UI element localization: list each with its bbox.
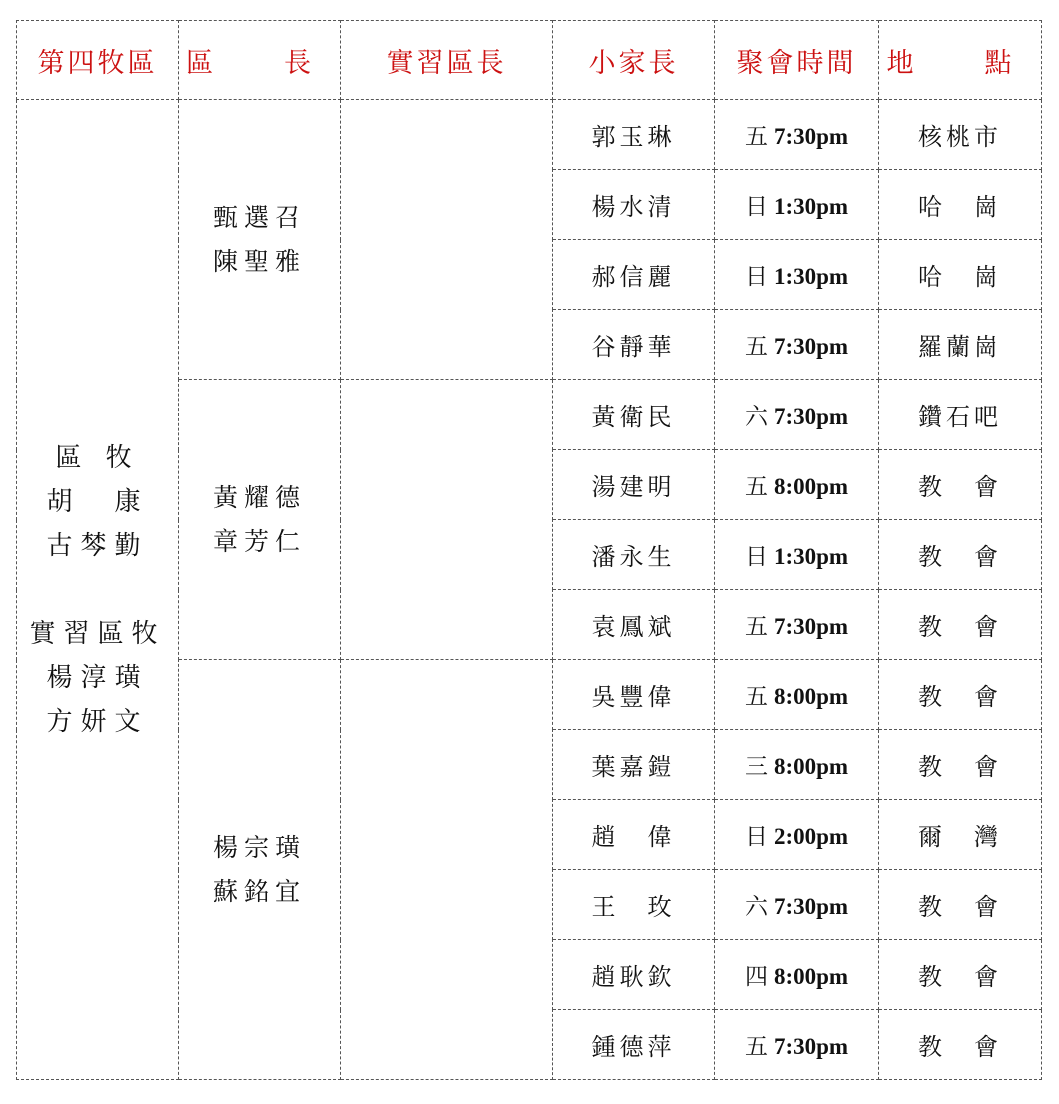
meeting-day: 五 [744,1034,768,1060]
header-group-leader: 小家長 [553,21,715,100]
meeting-time [715,730,879,800]
meeting-clock: 7:30pm [773,1034,849,1059]
meeting-time [715,450,879,520]
meeting-day: 日 [744,264,768,290]
intern-pastor-title: 實習區牧 [29,618,166,649]
meeting-time [715,870,879,940]
intern-leader-cell [341,660,553,1080]
meeting-clock: 2:00pm [773,824,849,849]
meeting-day: 日 [744,544,768,570]
group-leader: 吳豐偉 [553,660,715,730]
zone-pastor-title: 區 牧 [55,442,140,473]
meeting-time [715,660,879,730]
zone-leader-name: 陳聖雅 [212,246,306,276]
meeting-clock: 7:30pm [773,894,849,919]
zone-pastor-name: 胡 康 [46,486,149,517]
zone-leader-name: 黃耀德 [212,482,306,512]
meeting-place: 教 會 [879,940,1042,1010]
group-leader: 潘永生 [553,520,715,590]
meeting-clock: 8:00pm [773,754,849,779]
meeting-day: 日 [744,824,768,850]
zone-leader-name: 甄選召 [212,202,306,232]
group-leader: 谷靜華 [553,310,715,380]
group-leader: 湯建明 [553,450,715,520]
meeting-clock: 7:30pm [773,124,849,149]
group-leader: 王 玫 [553,870,715,940]
group-leader: 袁鳳斌 [553,590,715,660]
zone-leader-cell [179,100,341,380]
roster-body [17,100,1042,1080]
header-leader: 區 長 [179,21,341,100]
meeting-day: 六 [744,894,768,920]
meeting-place: 教 會 [879,450,1042,520]
intern-pastor-name: 楊淳璜 [46,662,149,693]
meeting-time [715,380,879,450]
meeting-time [715,940,879,1010]
meeting-time [715,240,879,310]
group-leader: 楊水清 [553,170,715,240]
meeting-day: 三 [744,754,768,780]
meeting-place: 教 會 [879,1010,1042,1080]
meeting-clock: 1:30pm [773,264,849,289]
zone-leader-name: 蘇銘宜 [212,876,306,906]
meeting-clock: 8:00pm [773,964,849,989]
header-intern-leader: 實習區長 [341,21,553,100]
meeting-clock: 1:30pm [773,544,849,569]
meeting-time [715,590,879,660]
meeting-place: 教 會 [879,870,1042,940]
group-leader: 趙耿欽 [553,940,715,1010]
meeting-place: 哈 崗 [879,170,1042,240]
meeting-place: 羅蘭崗 [879,310,1042,380]
meeting-time [715,800,879,870]
meeting-place: 爾 灣 [879,800,1042,870]
group-leader: 黃衛民 [553,380,715,450]
meeting-time [715,310,879,380]
zone-leader-cell [179,380,341,660]
header-time: 聚會時間 [715,21,879,100]
meeting-day: 四 [744,964,768,990]
header-place: 地 點 [879,21,1042,100]
group-leader: 趙 偉 [553,800,715,870]
meeting-day: 日 [744,194,768,220]
meeting-day: 五 [744,684,768,710]
group-leader: 郭玉琳 [553,100,715,170]
zone-pastor-cell [17,100,179,1080]
header-zone: 第四牧區 [17,21,179,100]
meeting-clock: 8:00pm [773,684,849,709]
meeting-place: 教 會 [879,660,1042,730]
group-leader: 葉嘉鎧 [553,730,715,800]
header-row [17,21,1042,100]
meeting-place: 哈 崗 [879,240,1042,310]
meeting-time [715,1010,879,1080]
zone-leader-name: 楊宗璜 [212,832,306,862]
meeting-place: 核桃市 [879,100,1042,170]
zone-pastor-name: 古棽勤 [46,530,149,561]
meeting-day: 六 [744,404,768,430]
meeting-clock: 8:00pm [773,474,849,499]
group-leader: 郝信麗 [553,240,715,310]
meeting-place: 教 會 [879,590,1042,660]
table-row [17,100,1042,170]
meeting-clock: 1:30pm [773,194,849,219]
meeting-place: 教 會 [879,730,1042,800]
meeting-clock: 7:30pm [773,334,849,359]
intern-leader-cell [341,100,553,380]
meeting-time [715,170,879,240]
zone-leader-cell [179,660,341,1080]
intern-leader-cell [341,380,553,660]
meeting-clock: 7:30pm [773,614,849,639]
meeting-time [715,520,879,590]
meeting-day: 五 [744,124,768,150]
zone-leader-name: 章芳仁 [212,526,306,556]
meeting-day: 五 [744,334,768,360]
meeting-place: 教 會 [879,520,1042,590]
group-leader: 鍾德萍 [553,1010,715,1080]
meeting-time [715,100,879,170]
meeting-clock: 7:30pm [773,404,849,429]
meeting-day: 五 [744,474,768,500]
roster-table [16,20,1042,1080]
meeting-place: 鑽石吧 [879,380,1042,450]
meeting-day: 五 [744,614,768,640]
intern-pastor-name: 方妍文 [46,706,149,737]
